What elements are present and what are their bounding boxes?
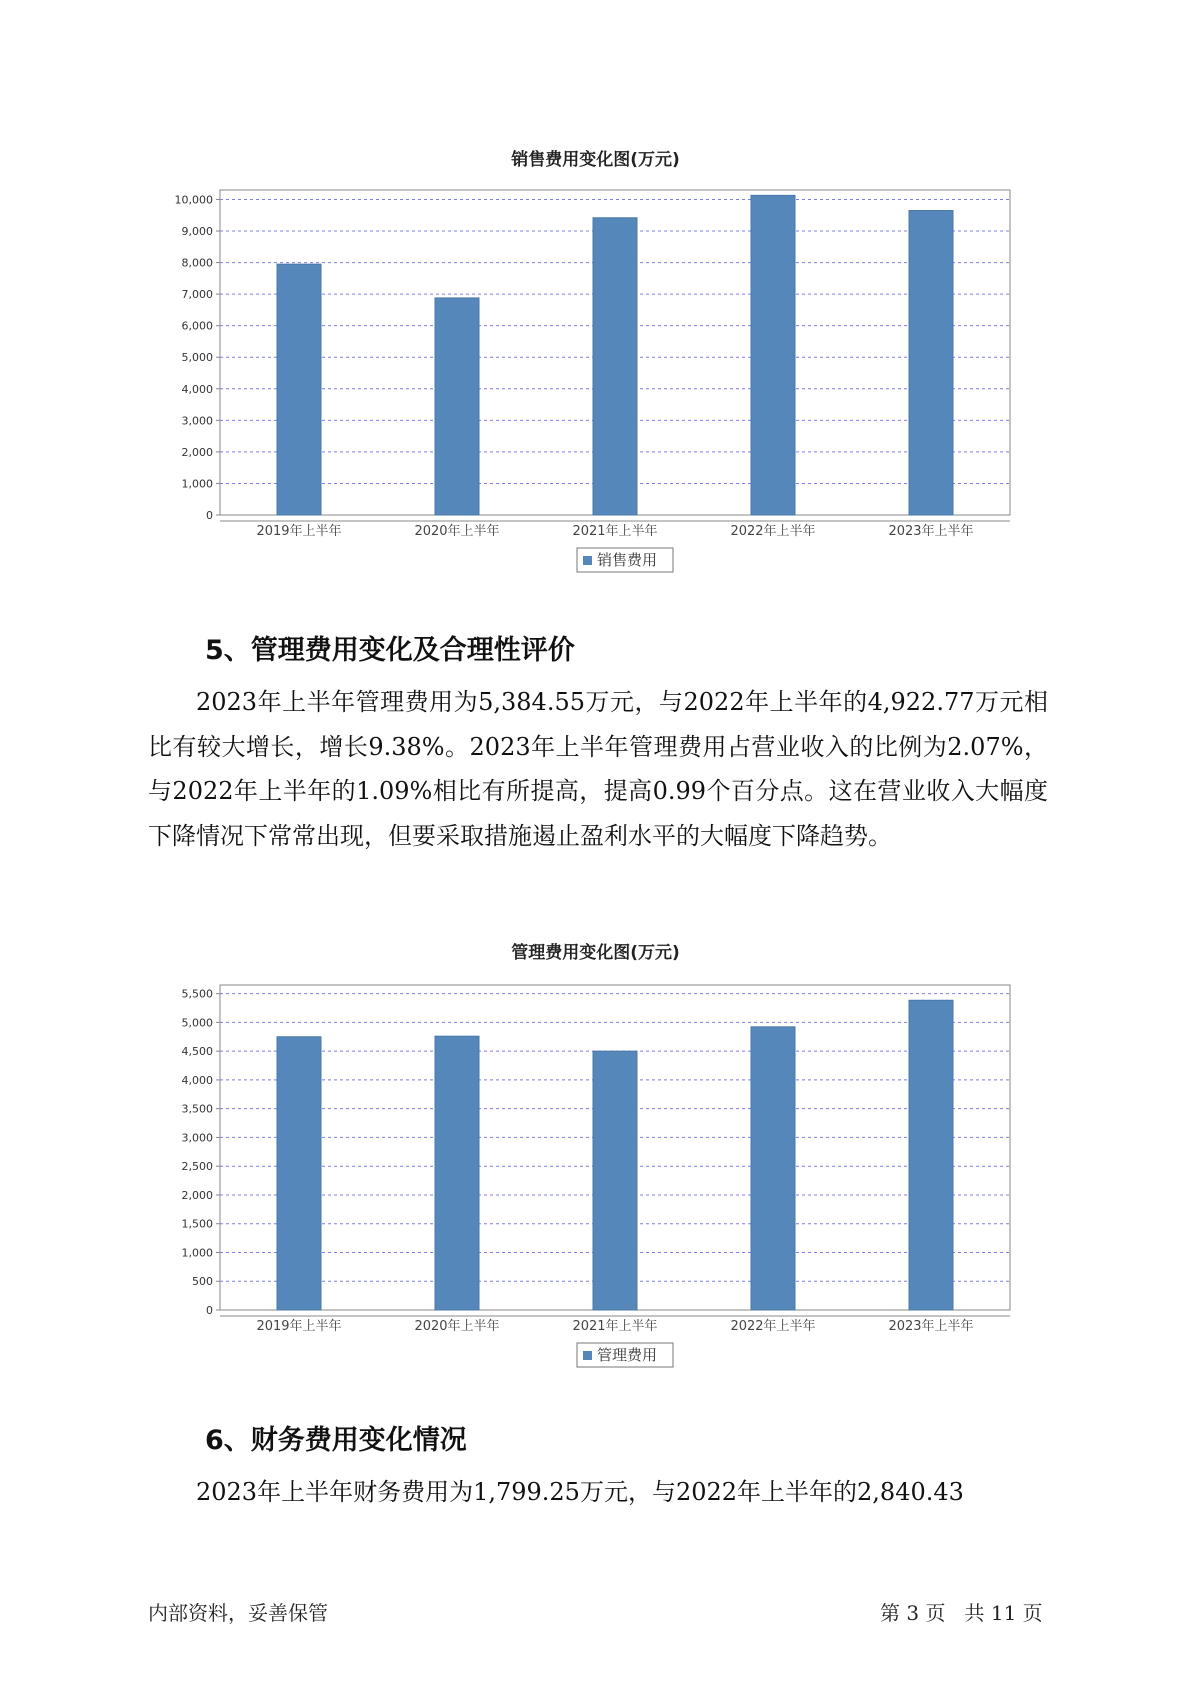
y-tick-label: 1,000 (181, 477, 213, 491)
legend-swatch (583, 556, 592, 565)
section-5-paragraph: 2023年上半年管理费用为5,384.55万元，与2022年上半年的4,922.77万元相比有较大增长，增长9.38%。2023年上半年管理费用占营业收入的比例为2.07%，与2022年上半年的1.09%相比有所提高，提高0.99个百分点。这在营业收入大幅度下降情况下常常出现，但要采取措施遏止盈利水平的大幅度下降趋势。 (148, 688, 1048, 850)
legend-swatch (583, 1351, 592, 1360)
x-category-label: 2023年上半年 (888, 1319, 974, 1334)
x-category-label: 2021年上半年 (572, 524, 658, 539)
section-6-paragraph: 2023年上半年财务费用为1,799.25万元，与2022年上半年的2,840.43 (196, 1478, 964, 1506)
admin-chart-title: 管理费用变化图(万元) (511, 943, 680, 963)
bar (435, 1036, 479, 1310)
bar (277, 1037, 321, 1310)
y-tick-label: 5,500 (181, 987, 213, 1001)
y-tick-label: 0 (206, 509, 213, 522)
y-tick-label: 2,500 (181, 1160, 213, 1174)
legend-label: 销售费用 (597, 551, 658, 569)
y-tick-label: 3,500 (181, 1102, 213, 1116)
y-tick-label: 4,000 (181, 1073, 213, 1087)
bar (277, 264, 321, 515)
legend-label: 管理费用 (597, 1346, 658, 1364)
y-tick-label: 1,000 (181, 1246, 213, 1260)
y-tick-label: 1,500 (181, 1217, 213, 1231)
bar (751, 1027, 795, 1310)
y-tick-label: 500 (192, 1275, 213, 1289)
bar (751, 195, 795, 515)
bar (909, 1000, 953, 1310)
bar (435, 298, 479, 515)
admin-expense-chart (0, 965, 1191, 1364)
chart-legend (577, 1343, 673, 1367)
y-tick-label: 7,000 (181, 288, 213, 302)
x-category-label: 2022年上半年 (730, 524, 816, 539)
y-tick-label: 2,000 (181, 445, 213, 459)
y-tick-label: 2,000 (181, 1188, 213, 1202)
x-category-label: 2022年上半年 (730, 1319, 816, 1334)
sales-expense-chart (0, 170, 1191, 569)
y-tick-label: 3,000 (181, 1131, 213, 1145)
y-tick-label: 6,000 (181, 319, 213, 333)
x-category-label: 2019年上半年 (256, 1319, 342, 1334)
bar (593, 1051, 637, 1310)
x-category-label: 2019年上半年 (256, 524, 342, 539)
y-tick-label: 9,000 (181, 225, 213, 239)
y-tick-label: 5,000 (181, 1016, 213, 1030)
footer-page-number: 第 3 页 共 11 页 (880, 1601, 1043, 1625)
x-category-label: 2023年上半年 (888, 524, 974, 539)
footer-confidential-note: 内部资料，妥善保管 (148, 1601, 328, 1625)
y-tick-label: 10,000 (174, 193, 213, 207)
section-5-heading: 5、管理费用变化及合理性评价 (205, 635, 575, 666)
section-6-heading: 6、财务费用变化情况 (205, 1425, 467, 1456)
y-tick-label: 8,000 (181, 256, 213, 270)
x-category-label: 2020年上半年 (414, 1319, 500, 1334)
y-tick-label: 4,000 (181, 382, 213, 396)
y-tick-label: 4,500 (181, 1045, 213, 1059)
bar (593, 218, 637, 515)
y-tick-label: 5,000 (181, 351, 213, 365)
y-tick-label: 0 (206, 1304, 213, 1317)
bar (909, 211, 953, 515)
sales-chart-title: 销售费用变化图(万元) (511, 150, 680, 170)
x-category-label: 2021年上半年 (572, 1319, 658, 1334)
y-tick-label: 3,000 (181, 414, 213, 428)
chart-legend (577, 548, 673, 572)
x-category-label: 2020年上半年 (414, 524, 500, 539)
